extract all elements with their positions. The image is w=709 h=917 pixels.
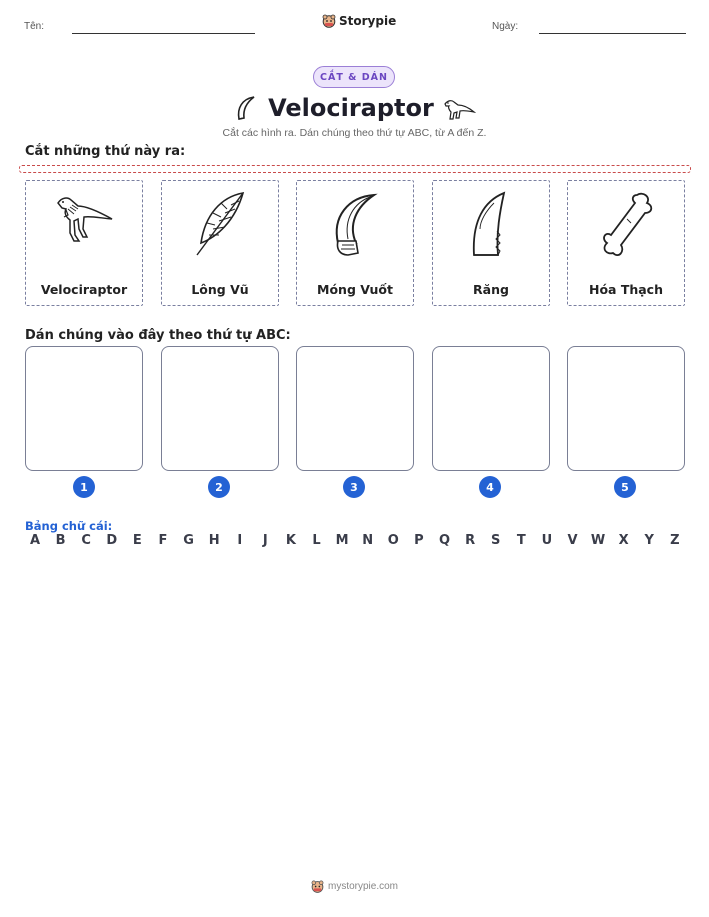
- alphabet-letter: X: [618, 533, 629, 548]
- paste-box-3[interactable]: [296, 346, 414, 471]
- date-line: [539, 33, 686, 34]
- alphabet-letter: L: [312, 533, 321, 548]
- order-number-4: 4: [479, 476, 501, 498]
- claw-icon: [326, 189, 386, 259]
- alphabet-letter: T: [516, 533, 526, 548]
- velociraptor-icon: [442, 94, 476, 122]
- cut-card-velociraptor[interactable]: [25, 180, 143, 306]
- cut-label: Răng: [473, 282, 509, 297]
- feather-icon: [191, 189, 251, 259]
- date-label: Ngày:: [492, 21, 519, 32]
- paste-box-4[interactable]: [432, 346, 550, 471]
- paste-box-2[interactable]: [161, 346, 279, 471]
- cut-card-fossil[interactable]: [567, 180, 685, 306]
- alphabet-letter: Y: [644, 533, 654, 548]
- name-label: Tên:: [24, 21, 45, 32]
- alphabet-letter: B: [55, 533, 66, 548]
- alphabet-letter: V: [567, 533, 578, 548]
- tooth-icon: [462, 189, 522, 259]
- footer-url[interactable]: mystorypie.com: [327, 881, 398, 892]
- brand-logo: [322, 14, 396, 28]
- cut-label: Móng Vuốt: [317, 282, 393, 297]
- paste-box-1[interactable]: [25, 346, 143, 471]
- alphabet-letter: G: [183, 533, 194, 548]
- cut-heading: Cắt những thứ này ra:: [25, 144, 186, 159]
- alphabet-letter: P: [414, 533, 424, 548]
- alphabet-letter: U: [541, 533, 553, 548]
- storypie-mascot-icon: [311, 880, 324, 893]
- cut-card-tooth[interactable]: [432, 180, 550, 306]
- alphabet-letter: Q: [438, 533, 451, 548]
- alphabet-letter: H: [208, 533, 220, 548]
- paste-heading: Dán chúng vào đây theo thứ tự ABC:: [25, 328, 291, 343]
- bone-icon: [597, 189, 657, 259]
- alphabet-letter: J: [262, 533, 268, 548]
- alphabet-letter: R: [465, 533, 476, 548]
- instructions: Cắt các hình ra. Dán chúng theo thứ tự ABC, từ A đến Z.: [222, 127, 487, 139]
- cut-label: Velociraptor: [40, 282, 128, 297]
- alphabet-letter: F: [158, 533, 168, 548]
- title-text: Velociraptor: [268, 94, 434, 122]
- brand-name: Storypie: [339, 14, 397, 28]
- footer: [0, 880, 709, 893]
- order-number-5: 5: [614, 476, 636, 498]
- alphabet-letter: S: [491, 533, 501, 548]
- name-line: [72, 33, 255, 34]
- alphabet-letter: K: [285, 533, 296, 548]
- alphabet-heading: Bảng chữ cái:: [25, 519, 113, 533]
- alphabet-letter: N: [362, 533, 374, 548]
- cut-card-feather[interactable]: [161, 180, 279, 306]
- alphabet-letter: E: [132, 533, 142, 548]
- cut-label: Lông Vũ: [191, 282, 249, 297]
- alphabet-letter: M: [335, 533, 349, 548]
- cut-dashed-line: [19, 165, 691, 173]
- alphabet-letter: Z: [670, 533, 680, 548]
- activity-badge: CẮT & DÁN: [313, 66, 395, 88]
- page-title: [230, 90, 480, 126]
- order-number-3: 3: [343, 476, 365, 498]
- alphabet-row: [25, 533, 685, 548]
- alphabet-letter: I: [237, 533, 243, 548]
- alphabet-letter: W: [590, 533, 606, 548]
- claw-icon: [234, 94, 260, 122]
- paste-box-5[interactable]: [567, 346, 685, 471]
- order-number-1: 1: [73, 476, 95, 498]
- alphabet-letter: D: [106, 533, 118, 548]
- velociraptor-icon: [48, 189, 120, 251]
- order-number-2: 2: [208, 476, 230, 498]
- storypie-mascot-icon: [322, 14, 336, 28]
- cut-card-claw[interactable]: [296, 180, 414, 306]
- cut-label: Hóa Thạch: [588, 282, 663, 297]
- alphabet-letter: A: [29, 533, 41, 548]
- alphabet-letter: O: [387, 533, 399, 548]
- alphabet-letter: C: [81, 533, 91, 548]
